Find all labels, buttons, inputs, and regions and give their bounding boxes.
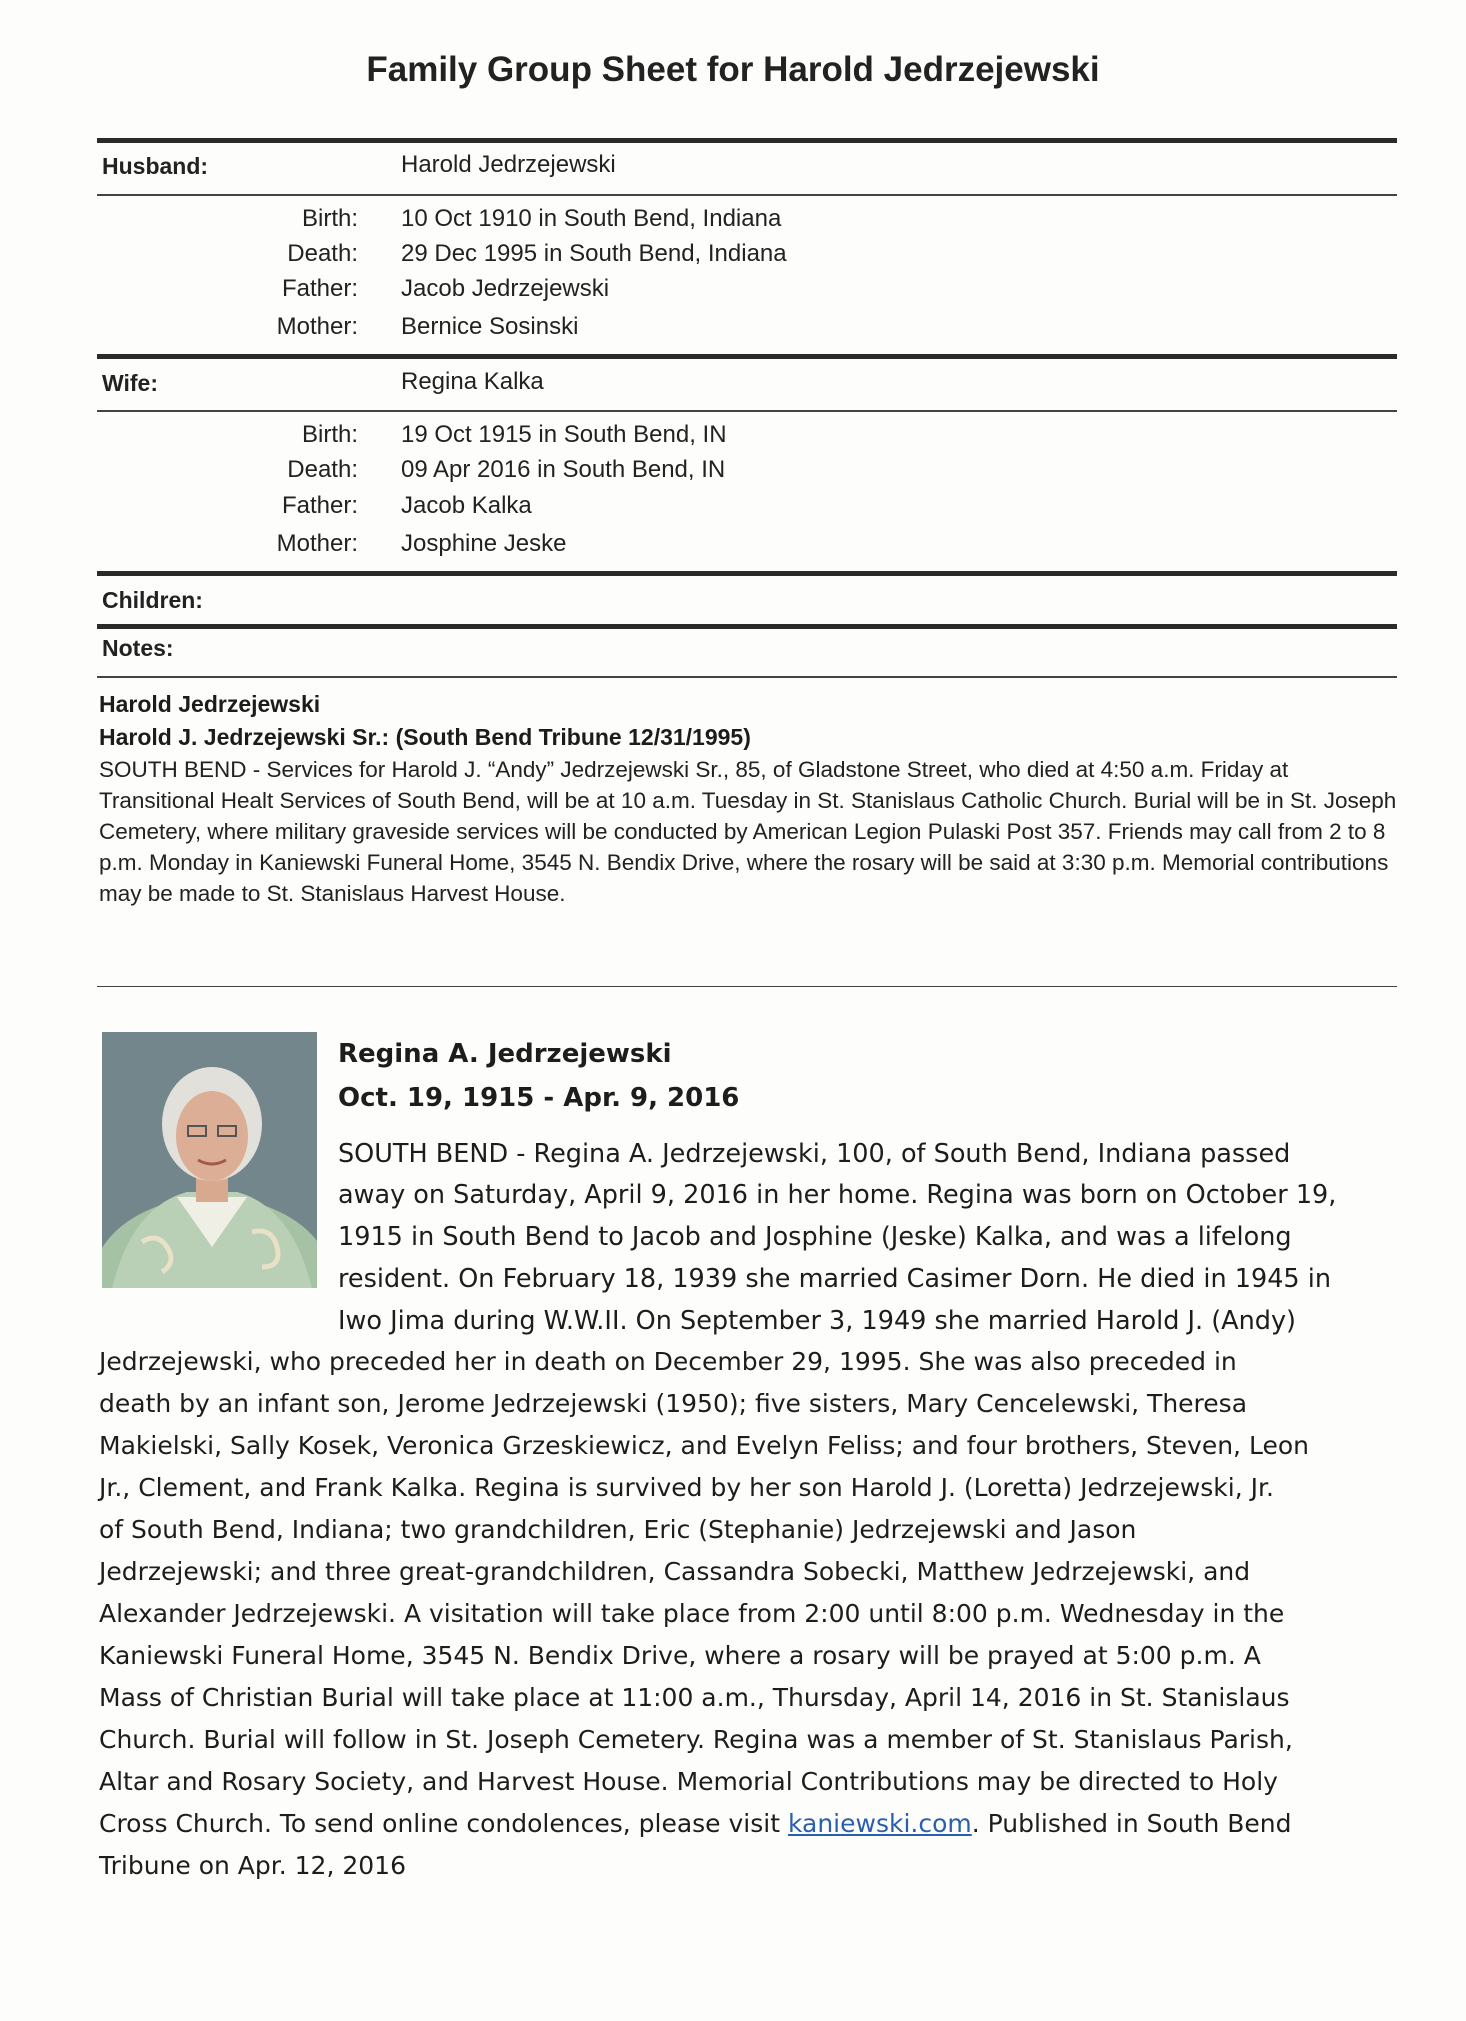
husband-death-row: [0, 240, 1466, 274]
obituary-line: 1915 in South Bend to Jacob and Josphine (Jeske) Kalka, and was a lifelong: [338, 1222, 1292, 1252]
mother-label: Mother:: [276, 530, 358, 557]
wife-death-row: [0, 456, 1466, 490]
mother-label: Mother:: [276, 313, 358, 340]
death-label: Death:: [287, 240, 358, 267]
husband-death: 29 Dec 1995 in South Bend, Indiana: [401, 240, 787, 267]
section-rule: [97, 571, 1397, 576]
husband-label: Husband:: [102, 153, 209, 179]
section-rule: [97, 138, 1397, 143]
obituary-line: of South Bend, Indiana; two grandchildren, Eric (Stephanie) Jedrzejewski and Jason: [99, 1515, 1137, 1544]
husband-birth: 10 Oct 1910 in South Bend, Indiana: [401, 205, 782, 232]
death-label: Death:: [287, 456, 358, 483]
wife-label: Wife:: [102, 370, 159, 396]
obituary-line: Kaniewski Funeral Home, 3545 N. Bendix Drive, where a rosary will be prayed at 5:00 p.m. A: [99, 1641, 1261, 1670]
wife-mother: Josphine Jeske: [401, 530, 567, 557]
father-label: Father:: [281, 275, 358, 302]
obituary-line-text: Cross Church. To send online condolences, please visit: [99, 1809, 788, 1838]
obituary-line: Makielski, Sally Kosek, Veronica Grzeskiewicz, and Evelyn Feliss; and four brothers, Steven, Leon: [99, 1431, 1309, 1460]
obituary-line: Iwo Jima during W.W.II. On September 3, 1949 she married Harold J. (Andy): [338, 1306, 1297, 1336]
section-divider: [97, 676, 1397, 678]
obituary-line-text: . Published in South Bend: [971, 1809, 1292, 1838]
page-title: Family Group Sheet for Harold Jedrzejewski: [366, 50, 1100, 89]
wife-mother-row: [0, 530, 1466, 564]
obituary-line: Church. Burial will follow in St. Joseph Cemetery. Regina was a member of St. Stanislaus Parish,: [99, 1725, 1293, 1754]
notes-heading: Harold Jedrzejewski: [99, 691, 321, 717]
obituary-line: Mass of Christian Burial will take place at 11:00 a.m., Thursday, April 14, 2016 in St. Stanislaus: [99, 1683, 1290, 1712]
obituary-dates: Oct. 19, 1915 - Apr. 9, 2016: [338, 1083, 740, 1113]
kaniewski-link[interactable]: kaniewski.com: [787, 1809, 972, 1838]
husband-father: Jacob Jedrzejewski: [401, 275, 610, 302]
notes-end-divider: [97, 986, 1397, 987]
section-divider: [97, 194, 1397, 196]
section-rule: [97, 624, 1397, 629]
birth-label: Birth:: [301, 205, 358, 232]
husband-birth-row: [0, 205, 1466, 239]
wife-father: Jacob Kalka: [401, 492, 532, 519]
obituary-line: death by an infant son, Jerome Jedrzejewski (1950); five sisters, Mary Cencelewski, Theresa: [99, 1389, 1248, 1418]
wife-name: Regina Kalka: [401, 368, 544, 395]
wife-death: 09 Apr 2016 in South Bend, IN: [401, 456, 726, 483]
father-label: Father:: [281, 492, 358, 519]
children-label: Children:: [102, 587, 203, 613]
obituary-line: Tribune on Apr. 12, 2016: [99, 1851, 406, 1880]
notes-subheading: Harold J. Jedrzejewski Sr.: (South Bend Tribune 12/31/1995): [99, 724, 751, 750]
obituary-line: away on Saturday, April 9, 2016 in her home. Regina was born on October 19,: [338, 1180, 1337, 1210]
obituary-name: Regina A. Jedrzejewski: [338, 1039, 672, 1069]
obituary-line: Alexander Jedrzejewski. A visitation will take place from 2:00 until 8:00 p.m. Wednesday in the: [99, 1599, 1285, 1628]
obituary-photo: [102, 1032, 317, 1288]
obituary-line: Altar and Rosary Society, and Harvest House. Memorial Contributions may be directed to Holy: [99, 1767, 1278, 1796]
wife-father-row: [0, 492, 1466, 526]
obituary-line: Jedrzejewski; and three great-grandchildren, Cassandra Sobecki, Matthew Jedrzejewski, and: [99, 1557, 1251, 1586]
notes-label: Notes:: [102, 635, 174, 661]
husband-mother: Bernice Sosinski: [401, 313, 579, 340]
section-rule: [97, 354, 1397, 359]
obituary-line: Jr., Clement, and Frank Kalka. Regina is survived by her son Harold J. (Loretta) Jedrzejewski, Jr.: [99, 1473, 1274, 1502]
wife-birth: 19 Oct 1915 in South Bend, IN: [401, 421, 727, 448]
husband-name: Harold Jedrzejewski: [401, 151, 616, 178]
obituary-line: resident. On February 18, 1939 she married Casimer Dorn. He died in 1945 in: [338, 1264, 1332, 1294]
obituary-line: SOUTH BEND - Regina A. Jedrzejewski, 100, of South Bend, Indiana passed: [338, 1139, 1291, 1169]
birth-label: Birth:: [301, 421, 358, 448]
obituary-line: Jedrzejewski, who preceded her in death on December 29, 1995. She was also preceded in: [99, 1347, 1237, 1376]
notes-body: SOUTH BEND - Services for Harold J. “Andy” Jedrzejewski Sr., 85, of Gladstone Street, who died at 4:50 a.m. Friday at Transitional Healt Services of South Bend, will be at 10 a.m. Tuesday in St. Stanislaus Catholic Church. Burial will be in St. Joseph Cemetery, where military graveside services will be conducted by American Legion Pulaski Post 357. Friends may call from 2 to 8 p.m. Monday in Kaniewski Funeral Home, 3545 N. Bendix Drive, where the rosary will be said at 3:30 p.m. Memorial contributions may be made to St. Stanislaus Harvest House.: [99, 757, 1397, 906]
husband-mother-row: [0, 313, 1466, 347]
section-divider: [97, 410, 1397, 412]
wife-birth-row: [0, 421, 1466, 455]
husband-father-row: [0, 275, 1466, 309]
obituary-line: [99, 1809, 1292, 1838]
